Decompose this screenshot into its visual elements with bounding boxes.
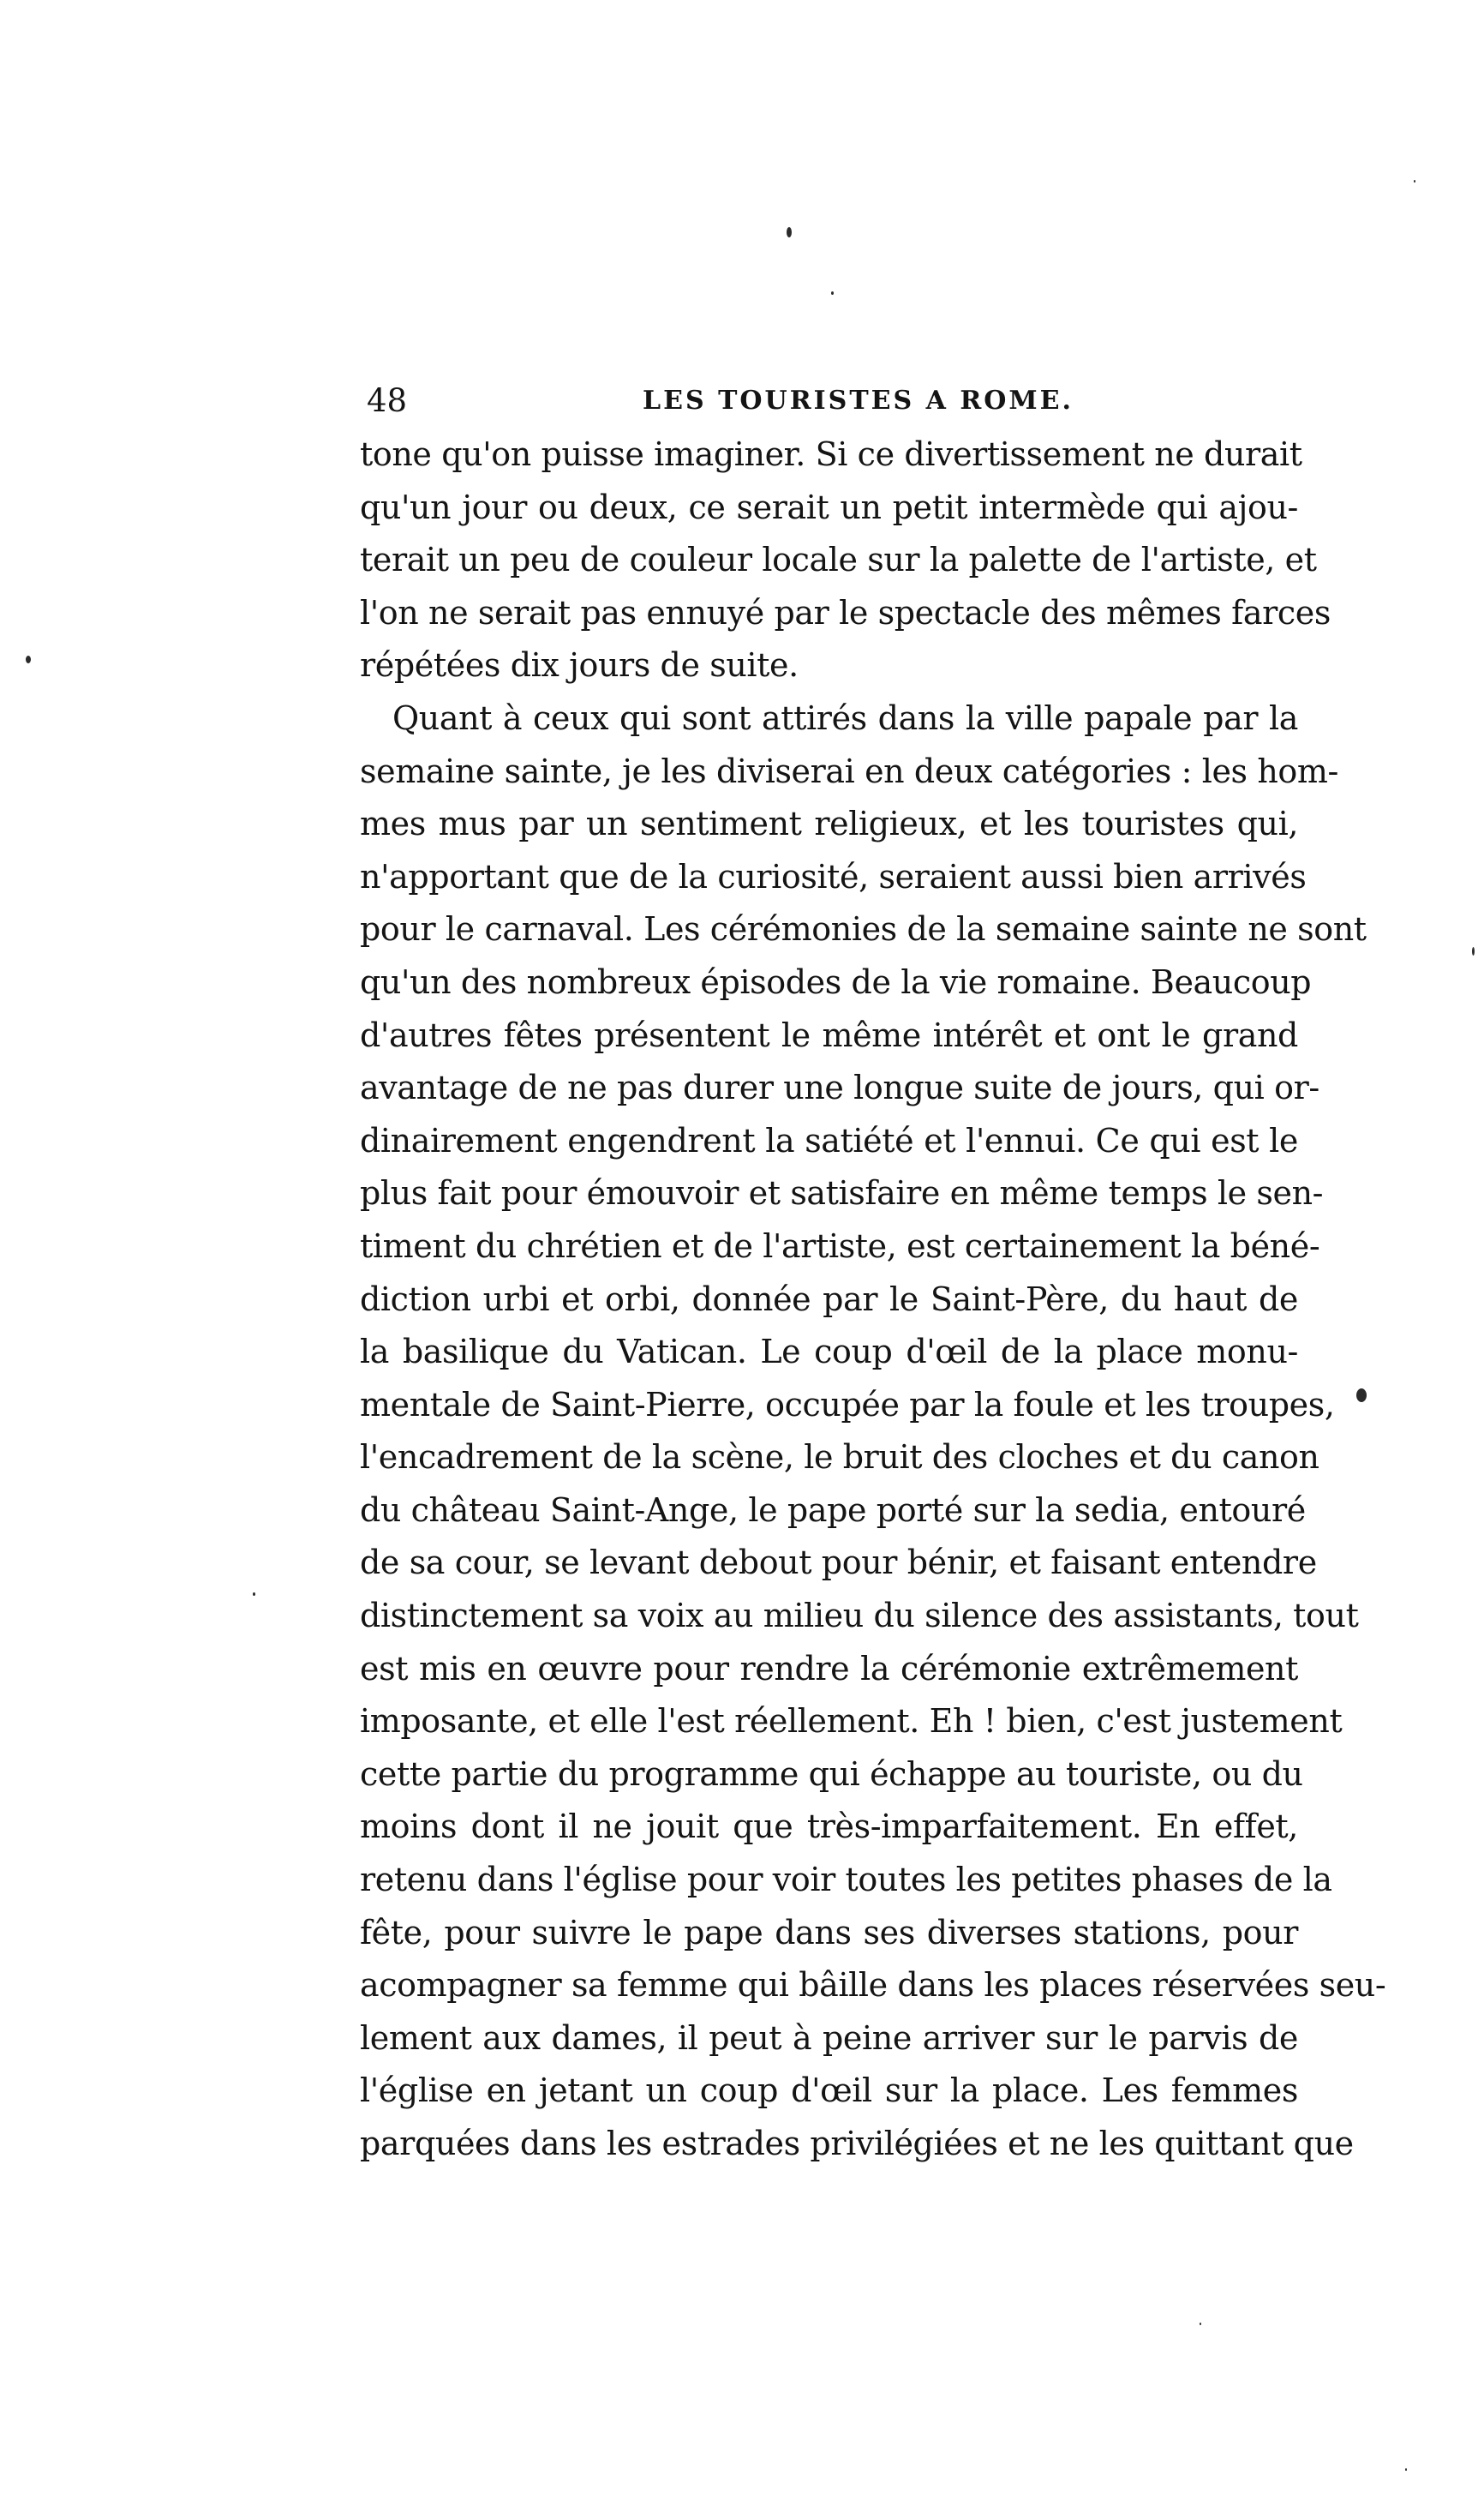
text-line: mes mus par un sentiment religieux, et les touristes qui, xyxy=(360,805,1298,843)
paragraph-2 xyxy=(360,692,1386,2171)
ink-speck xyxy=(831,291,834,295)
text-line: lement aux dames, il peut à peine arriver sur le parvis de xyxy=(360,2018,1298,2057)
text-line: d'autres fêtes présentent le même intérêt et ont le grand xyxy=(360,1016,1298,1054)
ink-speck xyxy=(1200,2323,1201,2325)
text-line: mentale de Saint-Pierre, occupée par la foule et les troupes, xyxy=(360,1385,1335,1424)
text-line: Quant à ceux qui sont attirés dans la ville papale par la xyxy=(392,698,1298,737)
text-line: moins dont il ne jouit que très-imparfaitement. En effet, xyxy=(360,1808,1298,1846)
ink-speck xyxy=(1405,2468,1407,2471)
ink-speck xyxy=(253,1592,255,1596)
text-line: timent du chrétien et de l'artiste, est certainement la béné- xyxy=(360,1226,1320,1265)
text-line: fête, pour suivre le pape dans ses diverses stations, pour xyxy=(360,1913,1298,1951)
text-line: diction urbi et orbi, donnée par le Saint-Père, du haut de xyxy=(360,1280,1298,1318)
ink-speck xyxy=(787,227,792,237)
text-line: imposante, et elle l'est réellement. Eh ! bien, c'est justement xyxy=(360,1702,1343,1741)
paragraph-1 xyxy=(360,429,1331,692)
text-line: tone qu'on puisse imaginer. Si ce divertissement ne durait xyxy=(360,435,1302,473)
text-line: distinctement sa voix au milieu du silence des assistants, tout xyxy=(360,1597,1359,1635)
ink-speck xyxy=(26,656,31,663)
text-line: la basilique du Vatican. Le coup d'œil de la place monu- xyxy=(360,1333,1298,1371)
running-title: LES TOURISTES A ROME. xyxy=(643,386,1074,416)
text-line: parquées dans les estrades privilégiées et ne les quittant que xyxy=(360,2125,1354,2162)
text-line: qu'un des nombreux épisodes de la vie romaine. Beaucoup xyxy=(360,962,1312,1001)
text-line: retenu dans l'église pour voir toutes les petites phases de la xyxy=(360,1861,1332,1899)
ink-speck xyxy=(1356,1388,1367,1402)
body-text xyxy=(360,429,1386,2171)
text-line: dinairement engendrent la satiété et l'ennui. Ce qui est le xyxy=(360,1121,1298,1160)
text-line: de sa cour, se levant debout pour bénir, et faisant entendre xyxy=(360,1544,1317,1582)
text-line: plus fait pour émouvoir et satisfaire en même temps le sen- xyxy=(360,1174,1324,1213)
text-line: cette partie du programme qui échappe au touriste, ou du xyxy=(360,1754,1303,1793)
text-line: l'église en jetant un coup d'œil sur la place. Les femmes xyxy=(360,2071,1298,2110)
text-line: semaine sainte, je les diviserai en deux catégories : les hom- xyxy=(360,752,1338,790)
text-line: qu'un jour ou deux, ce serait un petit intermède qui ajou- xyxy=(360,488,1298,526)
text-line: pour le carnaval. Les cérémonies de la semaine sainte ne sont xyxy=(360,910,1367,949)
text-line: acompagner sa femme qui bâille dans les places réservées seu- xyxy=(360,1966,1386,2005)
text-line: est mis en œuvre pour rendre la cérémonie extrêmement xyxy=(360,1649,1298,1688)
text-line: terait un peu de couleur locale sur la palette de l'artiste, et xyxy=(360,541,1317,579)
text-line: l'on ne serait pas ennuyé par le spectacle des mêmes farces xyxy=(360,593,1331,632)
running-head xyxy=(360,375,1285,427)
text-line: répétées dix jours de suite. xyxy=(360,646,799,685)
text-line: avantage de ne pas durer une longue suite de jours, qui or- xyxy=(360,1069,1319,1107)
ink-speck xyxy=(1472,947,1475,956)
ink-speck xyxy=(1414,180,1415,183)
text-line: l'encadrement de la scène, le bruit des cloches et du canon xyxy=(360,1438,1319,1477)
page-number: 48 xyxy=(367,382,408,419)
text-line: n'apportant que de la curiosité, seraient aussi bien arrivés xyxy=(360,857,1307,896)
text-line: du château Saint-Ange, le pape porté sur la sedia, entouré xyxy=(360,1490,1306,1529)
